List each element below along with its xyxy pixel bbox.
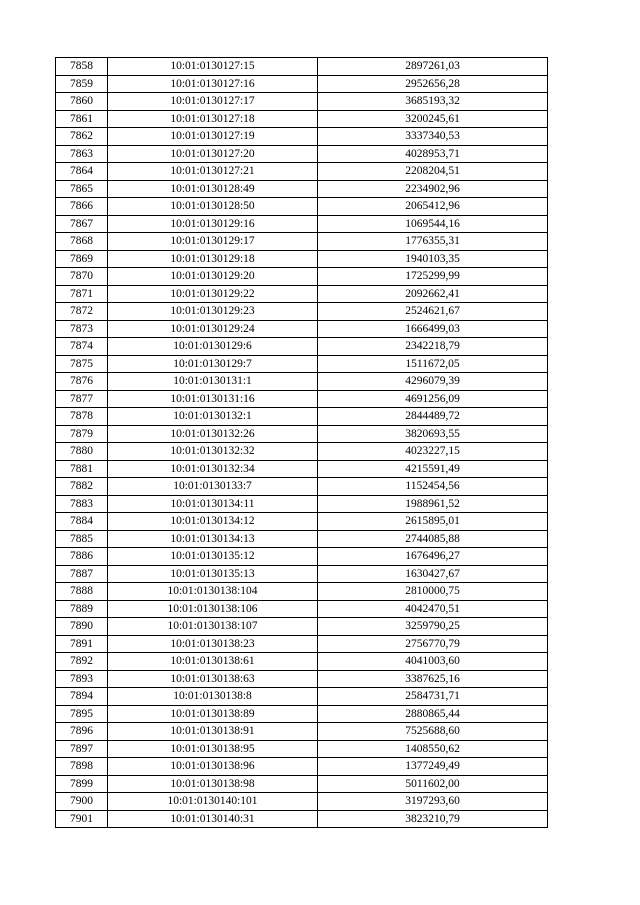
row-number-cell: 7896 — [56, 723, 108, 741]
table-row — [56, 478, 548, 496]
value-cell: 1377249,49 — [318, 758, 548, 776]
row-number-cell: 7889 — [56, 600, 108, 618]
row-number-cell: 7874 — [56, 338, 108, 356]
table-row — [56, 688, 548, 706]
cadastral-number-cell: 10:01:0130140:31 — [108, 810, 318, 828]
table-row — [56, 408, 548, 426]
row-number-cell: 7862 — [56, 128, 108, 146]
value-cell: 2615895,01 — [318, 513, 548, 531]
row-number-cell: 7901 — [56, 810, 108, 828]
table-row — [56, 128, 548, 146]
row-number-cell: 7865 — [56, 180, 108, 198]
cadastral-number-cell: 10:01:0130128:50 — [108, 198, 318, 216]
value-cell: 2744085,88 — [318, 530, 548, 548]
value-cell: 3259790,25 — [318, 618, 548, 636]
value-cell: 4042470,51 — [318, 600, 548, 618]
cadastral-number-cell: 10:01:0130129:18 — [108, 250, 318, 268]
value-cell: 2342218,79 — [318, 338, 548, 356]
value-cell: 3200245,61 — [318, 110, 548, 128]
cadastral-number-cell: 10:01:0130129:22 — [108, 285, 318, 303]
value-cell: 1940103,35 — [318, 250, 548, 268]
value-cell: 2756770,79 — [318, 635, 548, 653]
table-row — [56, 793, 548, 811]
cadastral-number-cell: 10:01:0130132:26 — [108, 425, 318, 443]
value-cell: 1069544,16 — [318, 215, 548, 233]
value-cell: 3685193,32 — [318, 93, 548, 111]
value-cell: 3387625,16 — [318, 670, 548, 688]
table-row — [56, 775, 548, 793]
value-cell: 1676496,27 — [318, 548, 548, 566]
cadastral-number-cell: 10:01:0130129:23 — [108, 303, 318, 321]
cadastral-number-cell: 10:01:0130127:18 — [108, 110, 318, 128]
table-row — [56, 705, 548, 723]
row-number-cell: 7873 — [56, 320, 108, 338]
row-number-cell: 7880 — [56, 443, 108, 461]
row-number-cell: 7859 — [56, 75, 108, 93]
table-row — [56, 75, 548, 93]
value-cell: 4028953,71 — [318, 145, 548, 163]
cadastral-number-cell: 10:01:0130131:1 — [108, 373, 318, 391]
table-row — [56, 215, 548, 233]
row-number-cell: 7881 — [56, 460, 108, 478]
table-row — [56, 495, 548, 513]
value-cell: 7525688,60 — [318, 723, 548, 741]
cadastral-number-cell: 10:01:0130129:17 — [108, 233, 318, 251]
row-number-cell: 7863 — [56, 145, 108, 163]
row-number-cell: 7887 — [56, 565, 108, 583]
table-row — [56, 810, 548, 828]
cadastral-number-cell: 10:01:0130129:16 — [108, 215, 318, 233]
row-number-cell: 7879 — [56, 425, 108, 443]
row-number-cell: 7875 — [56, 355, 108, 373]
value-cell: 2897261,03 — [318, 58, 548, 76]
cadastral-number-cell: 10:01:0130127:16 — [108, 75, 318, 93]
value-cell: 4041003,60 — [318, 653, 548, 671]
cadastral-number-cell: 10:01:0130129:20 — [108, 268, 318, 286]
table-row — [56, 758, 548, 776]
value-cell: 2810000,75 — [318, 583, 548, 601]
value-cell: 2234902,96 — [318, 180, 548, 198]
row-number-cell: 7900 — [56, 793, 108, 811]
table-row — [56, 93, 548, 111]
value-cell: 1408550,62 — [318, 740, 548, 758]
cadastral-number-cell: 10:01:0130138:107 — [108, 618, 318, 636]
table-row — [56, 460, 548, 478]
cadastral-number-cell: 10:01:0130138:89 — [108, 705, 318, 723]
table-row — [56, 670, 548, 688]
row-number-cell: 7878 — [56, 408, 108, 426]
cadastral-number-cell: 10:01:0130138:98 — [108, 775, 318, 793]
cadastral-number-cell: 10:01:0130138:91 — [108, 723, 318, 741]
cadastral-number-cell: 10:01:0130127:21 — [108, 163, 318, 181]
cadastral-number-cell: 10:01:0130134:11 — [108, 495, 318, 513]
cadastral-number-cell: 10:01:0130132:34 — [108, 460, 318, 478]
cadastral-number-cell: 10:01:0130132:1 — [108, 408, 318, 426]
table-row — [56, 723, 548, 741]
value-cell: 2208204,51 — [318, 163, 548, 181]
table-row — [56, 600, 548, 618]
value-cell: 4691256,09 — [318, 390, 548, 408]
cadastral-number-cell: 10:01:0130138:104 — [108, 583, 318, 601]
row-number-cell: 7876 — [56, 373, 108, 391]
value-cell: 1152454,56 — [318, 478, 548, 496]
row-number-cell: 7893 — [56, 670, 108, 688]
row-number-cell: 7866 — [56, 198, 108, 216]
row-number-cell: 7890 — [56, 618, 108, 636]
table-row — [56, 653, 548, 671]
row-number-cell: 7895 — [56, 705, 108, 723]
cadastral-number-cell: 10:01:0130138:96 — [108, 758, 318, 776]
row-number-cell: 7884 — [56, 513, 108, 531]
row-number-cell: 7861 — [56, 110, 108, 128]
table-row — [56, 443, 548, 461]
value-cell: 2524621,67 — [318, 303, 548, 321]
row-number-cell: 7883 — [56, 495, 108, 513]
value-cell: 2065412,96 — [318, 198, 548, 216]
cadastral-number-cell: 10:01:0130132:32 — [108, 443, 318, 461]
value-cell: 2880865,44 — [318, 705, 548, 723]
table-row — [56, 180, 548, 198]
table-row — [56, 740, 548, 758]
table-row — [56, 390, 548, 408]
row-number-cell: 7892 — [56, 653, 108, 671]
row-number-cell: 7868 — [56, 233, 108, 251]
value-cell: 2092662,41 — [318, 285, 548, 303]
cadastral-number-cell: 10:01:0130134:13 — [108, 530, 318, 548]
value-cell: 2584731,71 — [318, 688, 548, 706]
table-row — [56, 338, 548, 356]
row-number-cell: 7882 — [56, 478, 108, 496]
table-row — [56, 425, 548, 443]
cadastral-number-cell: 10:01:0130127:17 — [108, 93, 318, 111]
value-cell: 1776355,31 — [318, 233, 548, 251]
value-cell: 4215591,49 — [318, 460, 548, 478]
row-number-cell: 7858 — [56, 58, 108, 76]
table-row — [56, 233, 548, 251]
row-number-cell: 7864 — [56, 163, 108, 181]
cadastral-number-cell: 10:01:0130138:63 — [108, 670, 318, 688]
value-cell: 3820693,55 — [318, 425, 548, 443]
row-number-cell: 7894 — [56, 688, 108, 706]
value-cell: 4023227,15 — [318, 443, 548, 461]
table-row — [56, 583, 548, 601]
row-number-cell: 7897 — [56, 740, 108, 758]
table-row — [56, 250, 548, 268]
table-row — [56, 58, 548, 76]
table-row — [56, 373, 548, 391]
cadastral-number-cell: 10:01:0130138:8 — [108, 688, 318, 706]
value-cell: 3337340,53 — [318, 128, 548, 146]
value-cell: 1725299,99 — [318, 268, 548, 286]
cadastral-number-cell: 10:01:0130138:95 — [108, 740, 318, 758]
row-number-cell: 7872 — [56, 303, 108, 321]
row-number-cell: 7898 — [56, 758, 108, 776]
value-cell: 2952656,28 — [318, 75, 548, 93]
cadastral-number-cell: 10:01:0130129:24 — [108, 320, 318, 338]
table-row — [56, 145, 548, 163]
value-cell: 5011602,00 — [318, 775, 548, 793]
table-row — [56, 320, 548, 338]
cadastral-number-cell: 10:01:0130138:106 — [108, 600, 318, 618]
table-row — [56, 513, 548, 531]
row-number-cell: 7899 — [56, 775, 108, 793]
cadastral-number-cell: 10:01:0130129:7 — [108, 355, 318, 373]
table-row — [56, 548, 548, 566]
row-number-cell: 7871 — [56, 285, 108, 303]
row-number-cell: 7870 — [56, 268, 108, 286]
cadastral-number-cell: 10:01:0130127:20 — [108, 145, 318, 163]
row-number-cell: 7877 — [56, 390, 108, 408]
cadastral-number-cell: 10:01:0130135:12 — [108, 548, 318, 566]
table-row — [56, 530, 548, 548]
table-row — [56, 285, 548, 303]
row-number-cell: 7869 — [56, 250, 108, 268]
row-number-cell: 7891 — [56, 635, 108, 653]
cadastral-number-cell: 10:01:0130138:61 — [108, 653, 318, 671]
table-row — [56, 163, 548, 181]
cadastral-number-cell: 10:01:0130127:15 — [108, 58, 318, 76]
cadastral-number-cell: 10:01:0130129:6 — [108, 338, 318, 356]
table-row — [56, 268, 548, 286]
value-cell: 1666499,03 — [318, 320, 548, 338]
cadastral-number-cell: 10:01:0130134:12 — [108, 513, 318, 531]
cadastral-number-cell: 10:01:0130127:19 — [108, 128, 318, 146]
table-row — [56, 618, 548, 636]
value-cell: 1988961,52 — [318, 495, 548, 513]
table-row — [56, 635, 548, 653]
value-cell: 2844489,72 — [318, 408, 548, 426]
value-cell: 1630427,67 — [318, 565, 548, 583]
cadastral-number-cell: 10:01:0130131:16 — [108, 390, 318, 408]
table-row — [56, 565, 548, 583]
row-number-cell: 7860 — [56, 93, 108, 111]
cadastral-number-cell: 10:01:0130128:49 — [108, 180, 318, 198]
row-number-cell: 7885 — [56, 530, 108, 548]
value-cell: 3823210,79 — [318, 810, 548, 828]
table-row — [56, 198, 548, 216]
row-number-cell: 7888 — [56, 583, 108, 601]
cadastral-number-cell: 10:01:0130135:13 — [108, 565, 318, 583]
data-table — [55, 57, 548, 828]
value-cell: 3197293,60 — [318, 793, 548, 811]
value-cell: 1511672,05 — [318, 355, 548, 373]
table-row — [56, 355, 548, 373]
table-body — [56, 58, 548, 828]
row-number-cell: 7886 — [56, 548, 108, 566]
table-row — [56, 110, 548, 128]
cadastral-number-cell: 10:01:0130140:101 — [108, 793, 318, 811]
cadastral-number-cell: 10:01:0130138:23 — [108, 635, 318, 653]
cadastral-number-cell: 10:01:0130133:7 — [108, 478, 318, 496]
row-number-cell: 7867 — [56, 215, 108, 233]
value-cell: 4296079,39 — [318, 373, 548, 391]
table-row — [56, 303, 548, 321]
